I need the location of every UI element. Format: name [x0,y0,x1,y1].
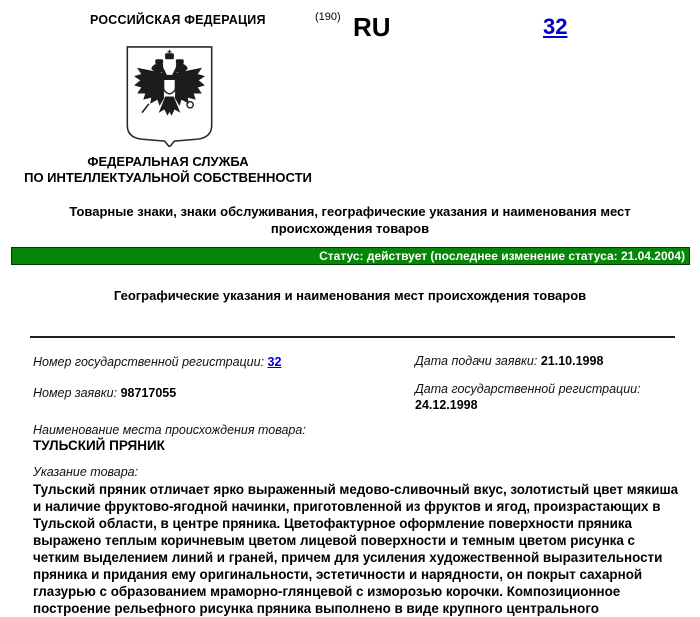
register-title: Товарные знаки, знаки обслуживания, географические указания и наименования мест происхождения товаров [69,204,631,236]
office-name-line1: ФЕДЕРАЛЬНАЯ СЛУЖБА [87,154,249,169]
field-appellation [33,423,673,453]
filing-date-label: Дата подачи заявки: [415,354,538,368]
registration-number-link[interactable]: 32 [267,355,282,369]
field-registration-date [415,381,685,413]
product-indication-label-row [33,465,673,479]
filing-date-value: 21.10.1998 [540,354,604,368]
section-title: Географические указания и наименования мест происхождения товаров [113,288,587,303]
application-number-label: Номер заявки: [33,386,118,400]
russian-coat-of-arms-icon [123,43,216,147]
registration-number-label: Номер государственной регистрации: [33,355,265,369]
appellation-value: ТУЛЬСКИЙ ПРЯНИК [33,438,165,453]
office-name [18,154,318,185]
country-code: RU [353,12,391,42]
country-name: РОССИЙСКАЯ ФЕДЕРАЦИЯ [90,13,266,27]
office-name-line2: ПО ИНТЕЛЛЕКТУАЛЬНОЙ СОБСТВЕННОСТИ [24,169,312,185]
appellation-label: Наименование места происхождения товара: [33,423,306,437]
divider [30,336,675,338]
product-description: Тульский пряник отличает ярко выраженный медово-сливочный вкус, золотистый цвет мякиша и наличие фруктово-ягодной начинки, приготовленной из фруктов и ягод, произрастающих в Тульской области, в центре пряника. Цветофактурное оформление поверхности пряника выражено теплым коричневым цветом лицевой поверхности и темным цветом рисунка с четким выделением линий и граней, причем для усиления художественной выразительности пряника и придания ему оригинальности, эстетичности и нарядности, он покрыт сахарной глазурью с образованием мраморно-глянцевой с изморозью корочки. Композиционное построение рельефного рисунка пряника выполнено в виде крупного центрального [33,482,679,616]
status-bar: Статус: действует (последнее изменение статуса: 21.04.2004) [11,247,690,265]
field-registration-number [33,355,403,369]
product-indication-label: Указание товара: [33,465,139,479]
application-number-value: 98717055 [120,386,177,400]
registration-date-label: Дата государственной регистрации: [415,382,641,396]
field-filing-date [415,354,685,368]
field-application-number [33,386,403,400]
registration-date-value: 24.12.1998 [415,398,478,412]
inid-code-190: (190) [315,11,341,23]
registration-number-top-link[interactable]: 32 [543,14,568,39]
